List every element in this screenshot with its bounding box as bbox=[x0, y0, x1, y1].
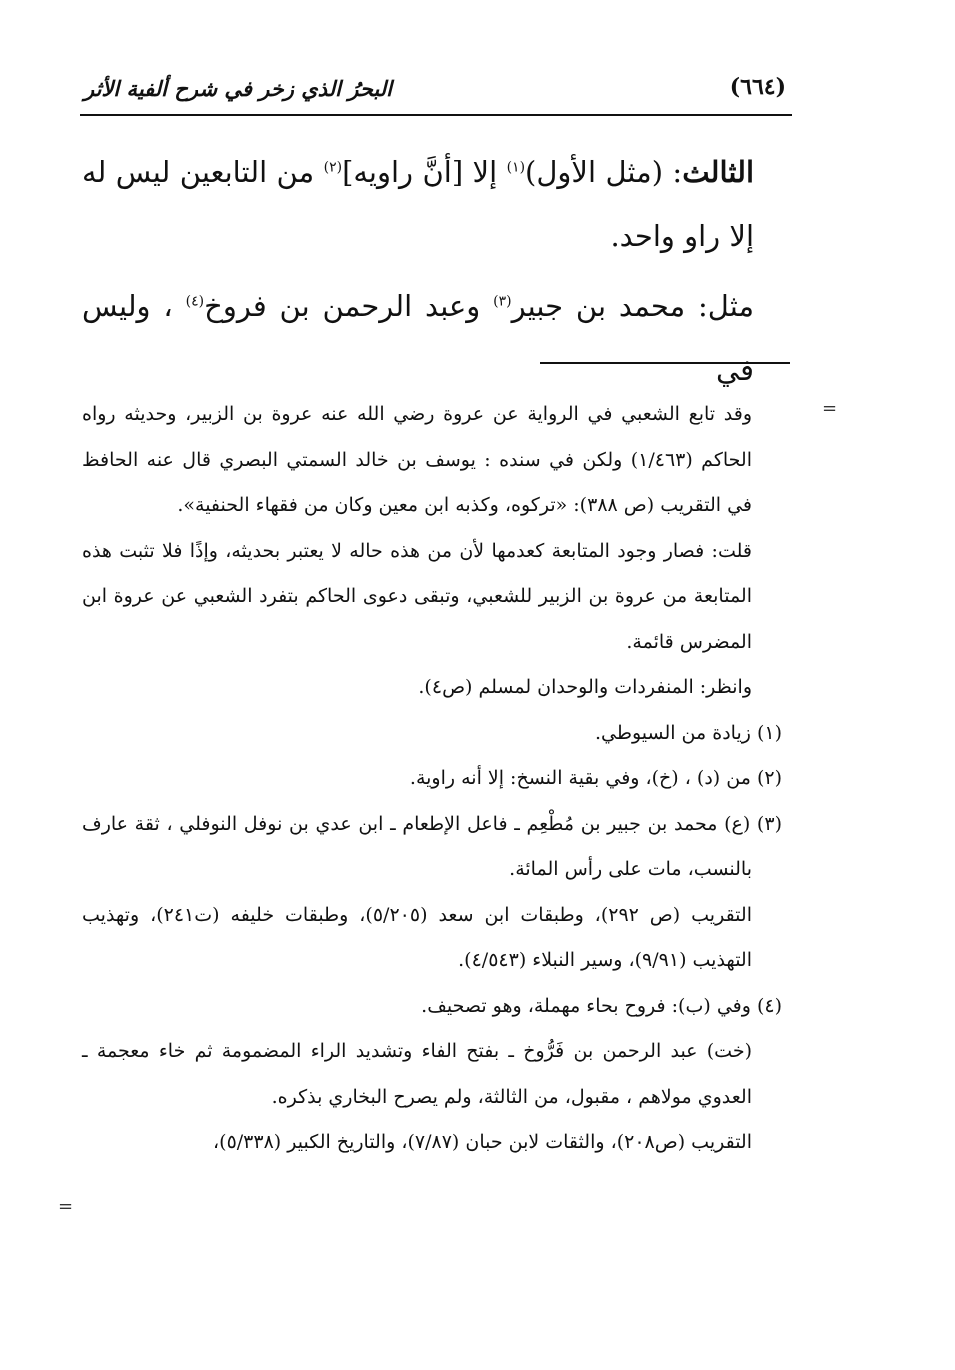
footnote-ref-3: (٣) bbox=[493, 293, 512, 310]
section-lead: الثالث bbox=[682, 155, 754, 189]
running-title: البحرُ الذي زخر في شرح ألفية الأثر bbox=[84, 76, 392, 101]
main-text-segment: مثل: محمد بن جبير bbox=[511, 289, 754, 323]
footnote-separator bbox=[540, 362, 790, 364]
main-text-segment: من التابعين ليس له إلا راو واحد. bbox=[82, 155, 754, 253]
footnote-3-sources: التقريب (ص ٢٩٢)، وطبقات ابن سعد (٥/٢٠٥)، وطبقات خليفه (ت٢٤١)، وتهذيب التهذيب (٩/٩١)، وسير النبلاء (٤/٥٤٣). bbox=[82, 903, 752, 971]
main-text-segment: إلا [أنَّ راويه] bbox=[342, 155, 507, 189]
page-number: (٦٦٤) bbox=[729, 74, 786, 100]
footnote-4-biography: (خت) عبد الرحمن بن فَرُّوخ ـ بفتح الفاء وتشديد الراء المضمومة ثم خاء معجمة ـ العدوي مولاهم ، مقبول، من الثالثة، ولم يصرح البخاري بذكره. bbox=[82, 1040, 752, 1108]
footnote-ref-2: (٢) bbox=[323, 159, 343, 176]
page-header bbox=[80, 66, 792, 116]
footnote-ref-1: (١) bbox=[506, 159, 526, 176]
main-paragraph-2 bbox=[82, 274, 754, 402]
main-text-segment: ، وليس في bbox=[82, 289, 754, 387]
main-paragraph-1 bbox=[82, 140, 754, 268]
footnotes bbox=[82, 392, 782, 1166]
footnote-note: وانظر: المنفردات والوحدان لمسلم (ص٤). bbox=[418, 676, 752, 698]
footnote-note: قلت: فصار وجود المتابعة كعدمها لأن من هذه حاله لا يعتبر بحديثه، وإذًا فلا تثبت هذه المتابعة من عروة بن الزبير للشعبي، وتبقى دعوى الحاكم بتفرد الشعبي عن عروة ابن المضرس قائمة. bbox=[82, 539, 752, 653]
footnote-ref-4: (٤) bbox=[185, 293, 205, 310]
footnote-3: (٣) (ع) محمد بن جبير بن مُطْعِم ـ فاعل الإطعام ـ ابن عدي بن نوفل النوفلي ، ثقة عارف بالنسب، مات على رأس المائة. bbox=[82, 812, 782, 880]
footnote-1: (١) زيادة من السيوطي. bbox=[594, 721, 782, 744]
margin-mark: = bbox=[822, 398, 838, 419]
main-text-segment: : (مثل الأول) bbox=[525, 155, 683, 189]
footnote-continuation: وقد تابع الشعبي في الرواية عن عروة رضي الله عنه عروة بن الزبير، وحديثه رواه الحاكم (١/٤٦٣) ولكن في سنده : يوسف بن خالد السمتي البصري قال عنه الحافظ في التقريب (ص ٣٨٨): «تركوه، وكذبه ابن معين وكان من فقهاء الحنفية». bbox=[82, 403, 752, 516]
footnote-2: (٢) من (د) ، (خ)، وفي بقية النسخ: إلا أنه راوية. bbox=[409, 767, 782, 789]
footnote-4: (٤) وفي (ب): فروح بحاء مهملة، وهو تصحيف. bbox=[421, 994, 782, 1017]
footnote-4-sources: التقريب (ص٢٠٨)، والثقات لابن حبان (٧/٨٧)، والتاريخ الكبير (٥/٣٣٨)، bbox=[213, 1131, 752, 1153]
margin-mark: = bbox=[58, 1196, 74, 1217]
main-text-segment: وعبد الرحمن بن فروخ bbox=[204, 289, 494, 323]
